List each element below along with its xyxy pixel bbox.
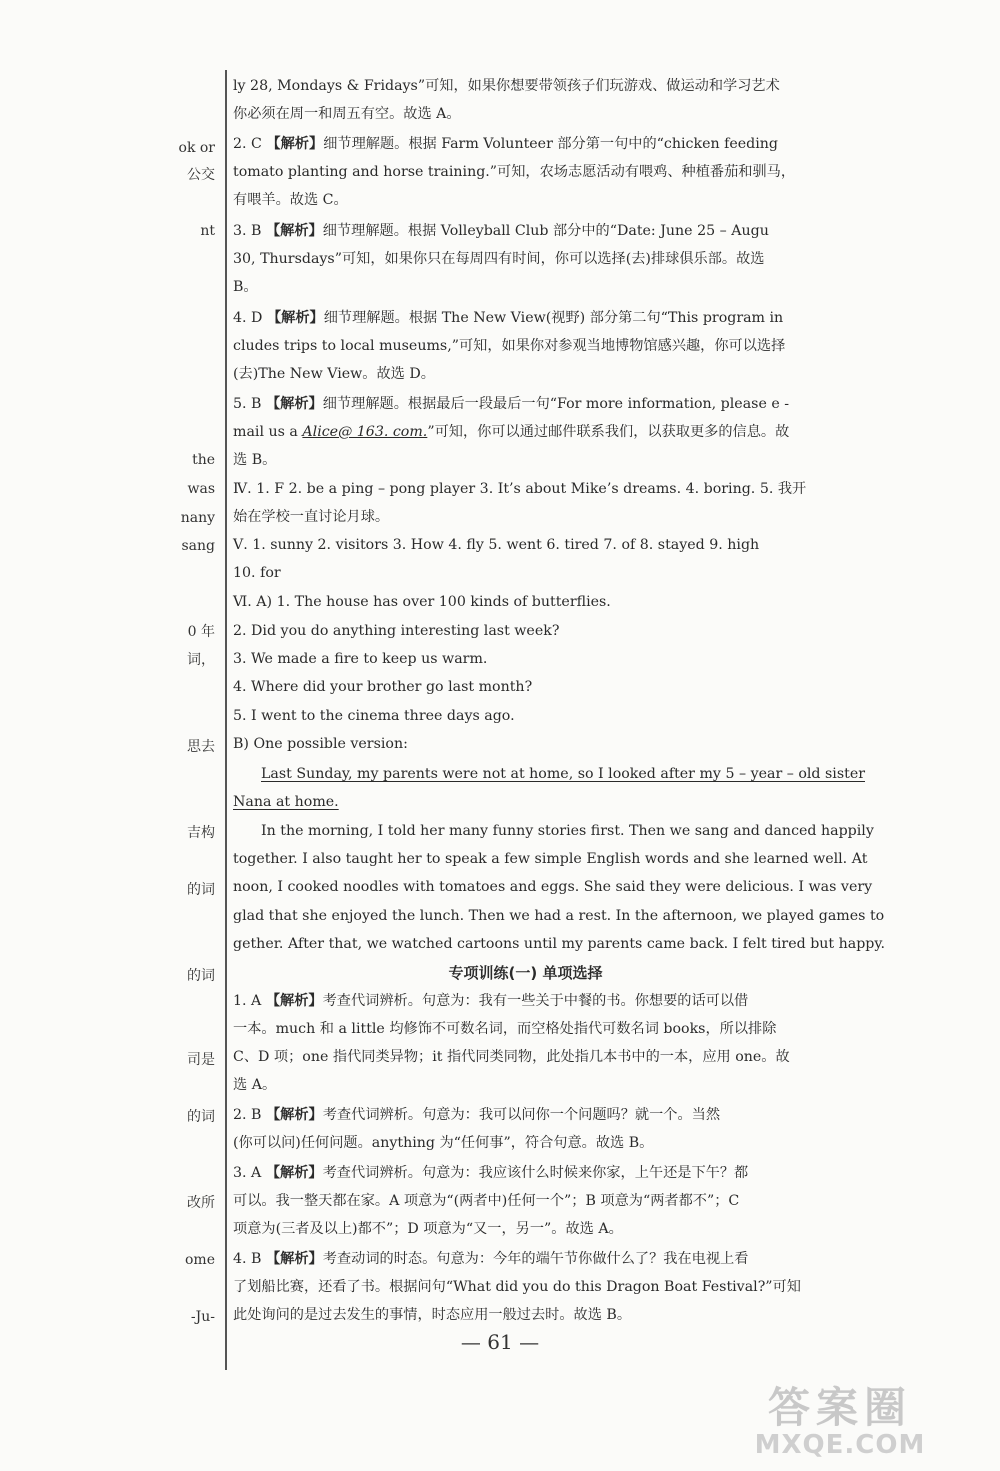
text-line <box>233 1187 818 1215</box>
text-line <box>233 273 818 301</box>
text-line <box>233 360 818 388</box>
text-line <box>233 645 818 673</box>
analysis-tag: 【解析】 <box>266 136 324 152</box>
margin-fragment: 的词 <box>187 1109 215 1125</box>
text-line <box>233 817 874 845</box>
text-line <box>233 130 818 158</box>
item-number: 3. A <box>233 1165 266 1181</box>
line-text: 4. Where did your brother go last month? <box>233 679 533 695</box>
text-line <box>233 845 868 873</box>
margin-fragment: 的词 <box>187 968 215 984</box>
margin-fragment: sang <box>181 538 215 554</box>
margin-fragment: 0 年 <box>187 624 215 640</box>
text-line <box>233 617 818 645</box>
text-line <box>233 531 818 559</box>
analysis-tag: 【解析】 <box>265 993 323 1009</box>
margin-fragment: 司是 <box>187 1052 215 1068</box>
text-line <box>233 559 818 587</box>
watermark-url: MXQE.COM <box>754 1430 926 1460</box>
text-line <box>233 245 818 273</box>
underlined-sentence: Nana at home. <box>233 794 339 810</box>
margin-fragment: 吉构 <box>187 825 215 841</box>
margin-fragment: 的词 <box>187 882 215 898</box>
watermark-logo: 答案圈 <box>767 1383 912 1432</box>
item-number: 5. B <box>233 396 266 412</box>
text-line <box>233 390 818 418</box>
line-text: 10. for <box>233 565 281 581</box>
text-line <box>233 730 818 758</box>
line-text: 3. We made a fire to keep us warm. <box>233 651 488 667</box>
margin-fragment: nt <box>200 223 215 239</box>
margin-fragment: 公交 <box>187 167 215 183</box>
margin-fragment: 改所 <box>187 1195 215 1211</box>
analysis-tag: 【解析】 <box>265 223 323 239</box>
analysis-tag: 【解析】 <box>265 1165 323 1181</box>
item-number: 4. B <box>233 1251 266 1267</box>
line-text: Ⅵ. A) 1. The house has over 100 kinds of butterflies. <box>233 594 611 610</box>
column-divider <box>225 70 227 1370</box>
text-line <box>233 1101 818 1129</box>
line-text: noon, I cooked noodles with tomatoes and eggs. She said they were delicious. I was very <box>233 879 873 895</box>
underlined-sentence: Last Sunday, my parents were not at home, so I looked after my 5 – year – old sister <box>261 766 865 782</box>
line-text: 考查代词辨析。句意为：我应该什么时候来你家，上午还是下午？都 <box>322 1165 749 1181</box>
text-line <box>233 788 818 816</box>
line-text: 2. Did you do anything interesting last week? <box>233 623 560 639</box>
text-line <box>233 158 818 186</box>
line-text: 可以。我一整天都在家。A 项意为“(两者中)任何一个”；B 项意为“两者都不”；C <box>233 1193 740 1209</box>
analysis-tag: 【解析】 <box>265 396 323 412</box>
text-line <box>233 503 818 531</box>
text-line <box>233 1159 818 1187</box>
line-text: 考查动词的时态。句意为：今年的端午节你做什么了？我在电视上看 <box>322 1251 749 1267</box>
text-line <box>233 1301 818 1329</box>
line-text: ”可知，你可以通过邮件联系我们，以获取更多的信息。故 <box>427 424 790 440</box>
line-text: 考查代词辨析。句意为：我可以问你一个问题吗？就一个。当然 <box>322 1107 721 1123</box>
line-text: cludes trips to local museums,”可知，如果你对参观当地博物馆感兴趣，你可以选择 <box>233 338 786 354</box>
text-line <box>233 987 818 1015</box>
item-number: 3. B <box>233 223 266 239</box>
text-line <box>233 588 818 616</box>
line-text: In the morning, I told her many funny stories first. Then we sang and danced happily <box>261 823 874 839</box>
margin-fragment: -Ju- <box>190 1309 215 1325</box>
line-text: B) One possible version: <box>233 736 408 752</box>
line-text: together. I also taught her to speak a few simple English words and she learned well. At <box>233 851 868 867</box>
line-text: glad that she enjoyed the lunch. Then we had a rest. In the afternoon, we played games to <box>233 908 885 924</box>
text-line <box>233 1071 818 1099</box>
text-line <box>233 446 818 474</box>
text-line <box>233 475 818 503</box>
item-number: 2. B <box>233 1107 266 1123</box>
line-text: 此处询问的是过去发生的事情，时态应用一般过去时。故选 B。 <box>233 1307 632 1323</box>
margin-fragment: 词， <box>187 652 215 668</box>
margin-fragment: the <box>192 452 215 468</box>
line-text: 你必须在周一和周五有空。故选 A。 <box>233 106 461 122</box>
watermark <box>690 1385 990 1465</box>
line-text: 考查代词辨析。句意为：我有一些关于中餐的书。你想要的话可以借 <box>322 993 749 1009</box>
text-line <box>233 1245 818 1273</box>
line-text: 始在学校一直讨论月球。 <box>233 509 390 525</box>
margin-fragment: was <box>187 481 215 497</box>
line-text: 5. I went to the cinema three days ago. <box>233 708 515 724</box>
text-line <box>233 902 885 930</box>
item-number: 1. A <box>233 993 266 1009</box>
text-line <box>233 304 818 332</box>
text-line <box>233 418 818 446</box>
line-text: 细节理解题。根据 Volleyball Club 部分中的“Date: June 25 – Augu <box>322 223 769 239</box>
line-text: (你可以问)任何问题。anything 为“任何事”，符合句意。故选 B。 <box>233 1135 654 1151</box>
analysis-tag: 【解析】 <box>265 1251 323 1267</box>
section-heading: 专项训练(一) 单项选择 <box>448 964 603 982</box>
text-line <box>233 100 818 128</box>
text-line <box>233 1043 818 1071</box>
line-text: B。 <box>233 279 258 295</box>
text-line <box>233 217 818 245</box>
line-text: 一本。much 和 a little 均修饰不可数名词，而空格处指代可数名词 books，所以排除 <box>233 1021 777 1037</box>
line-text: 了划船比赛，还看了书。根据问句“What did you do this Dragon Boat Festival?”可知 <box>233 1279 801 1295</box>
line-text: (去)The New View。故选 D。 <box>233 366 435 382</box>
text-line <box>233 72 818 100</box>
line-text: 有喂羊。故选 C。 <box>233 192 348 208</box>
item-number: mail us a <box>233 424 303 440</box>
line-text: 项意为(三者及以上)都不”；D 项意为“又一，另一”。故选 A。 <box>233 1221 623 1237</box>
item-number: 4. D <box>233 310 267 326</box>
line-text: 30, Thursdays”可知，如果你只在每周四有时间，你可以选择(去)排球俱乐部。故选 <box>233 251 765 267</box>
text-line <box>233 1129 818 1157</box>
text-line <box>233 702 818 730</box>
line-text: Ⅳ. 1. F 2. be a ping – pong player 3. It’s about Mike’s dreams. 4. boring. 5. 我开 <box>233 481 807 497</box>
margin-fragment: nany <box>180 510 215 526</box>
margin-fragment: ome <box>185 1252 215 1268</box>
analysis-tag: 【解析】 <box>266 310 324 326</box>
text-line <box>233 930 886 958</box>
line-text: C、D 项；one 指代同类异物；it 指代同类同物，此处指几本书中的一本，应用 one。故 <box>233 1049 790 1065</box>
line-text: 选 A。 <box>233 1077 277 1093</box>
margin-fragment: 思去 <box>187 739 215 755</box>
text-line <box>233 760 865 788</box>
line-text: 选 B。 <box>233 452 277 468</box>
analysis-tag: 【解析】 <box>265 1107 323 1123</box>
text-line <box>233 673 818 701</box>
text-line <box>233 1215 818 1243</box>
text-line <box>233 186 818 214</box>
line-text: 细节理解题。根据最后一段最后一句“For more information, please e - <box>322 396 790 412</box>
email-address: Alice@ 163. com. <box>302 424 428 440</box>
line-text: tomato planting and horse training.”可知，农场志愿活动有喂鸡、种植番茄和驯马， <box>233 164 796 180</box>
line-text: 细节理解题。根据 Farm Volunteer 部分第一句中的“chicken feeding <box>323 136 779 152</box>
text-line <box>233 332 818 360</box>
line-text: 细节理解题。根据 The New View(视野) 部分第二句“This program in <box>323 310 784 326</box>
text-line <box>233 873 873 901</box>
line-text: ly 28, Mondays & Fridays”可知，如果你想要带领孩子们玩游戏、做运动和学习艺术 <box>233 78 780 94</box>
left-margin-fragments <box>0 0 222 1471</box>
page-number: — 61 — <box>460 1330 540 1354</box>
margin-fragment: ok or <box>178 140 215 156</box>
text-line <box>233 1015 818 1043</box>
item-number: 2. C <box>233 136 267 152</box>
line-text: Ⅴ. 1. sunny 2. visitors 3. How 4. fly 5. went 6. tired 7. of 8. stayed 9. high <box>233 537 760 553</box>
line-text: gether. After that, we watched cartoons until my parents came back. I felt tired but happy. <box>233 936 886 952</box>
text-line <box>233 1273 818 1301</box>
